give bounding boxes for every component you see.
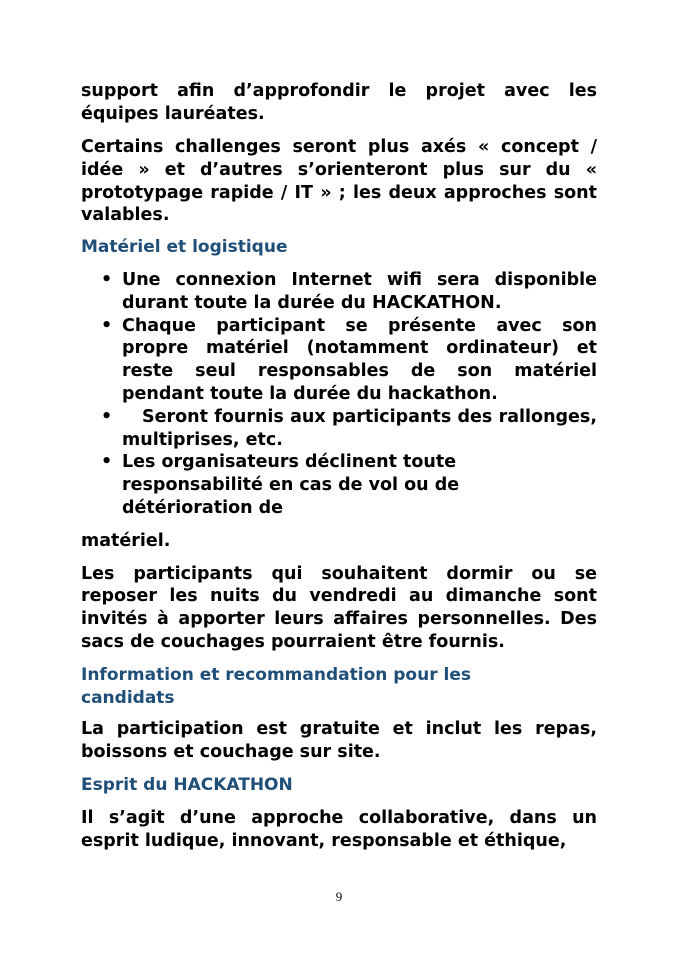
list-item-text: Les organisateurs déclinent toute responsabilité en cas de vol ou de détérioration de (122, 452, 460, 518)
bullet-icon: • (101, 315, 113, 336)
heading-esprit-hackathon: Esprit du HACKATHON (81, 774, 293, 795)
document-body (81, 80, 597, 852)
heading-materiel-logistique: Matériel et logistique (81, 237, 288, 258)
bullet-icon: • (101, 269, 113, 290)
paragraph-dormir: Les participants qui souhaitent dormir ou se reposer les nuits du vendredi au dimanche sont invités à apporter leurs affaires personnelles. Des sacs de couchages pourraient être fournis. (81, 563, 597, 652)
list-item (81, 406, 597, 452)
list-item (81, 451, 597, 519)
heading-information-recommandation: Information et recommandation pour les candidats (81, 664, 471, 708)
list-item-text (122, 406, 597, 452)
paragraph-participation: La participation est gratuite et inclut les repas, boissons et couchage sur site. (81, 719, 597, 763)
paragraph-materiel: matériel. (81, 530, 171, 551)
bullet-icon: • (101, 406, 113, 427)
paragraph-esprit: Il s’agit d’une approche collaborative, dans un esprit ludique, innovant, responsable et éthique, (81, 807, 597, 851)
logistics-list (81, 269, 597, 520)
paragraph-challenges: Certains challenges seront plus axés « concept / idée » et d’autres s’orienteront plus sur du « prototypage rapide / IT » ; les deux approches sont valables. (81, 137, 597, 226)
paragraph-support: support afin d’approfondir le projet avec les équipes lauréates. (81, 81, 597, 124)
list-item-text: Une connexion Internet wifi sera disponible durant toute la durée du HACKATHON. (122, 269, 597, 313)
list-item (81, 315, 597, 406)
bullet-icon: • (101, 452, 113, 473)
list-item (81, 269, 597, 315)
page-number: 9 (335, 889, 343, 904)
list-item-text: Chaque participant se présente avec son propre matériel (notamment ordinateur) et reste seul responsables de son matériel pendant toute la durée du hackathon. (122, 315, 597, 404)
list-item-text-content: Seront fournis aux participants des rallonges, multiprises, etc. (122, 406, 597, 450)
